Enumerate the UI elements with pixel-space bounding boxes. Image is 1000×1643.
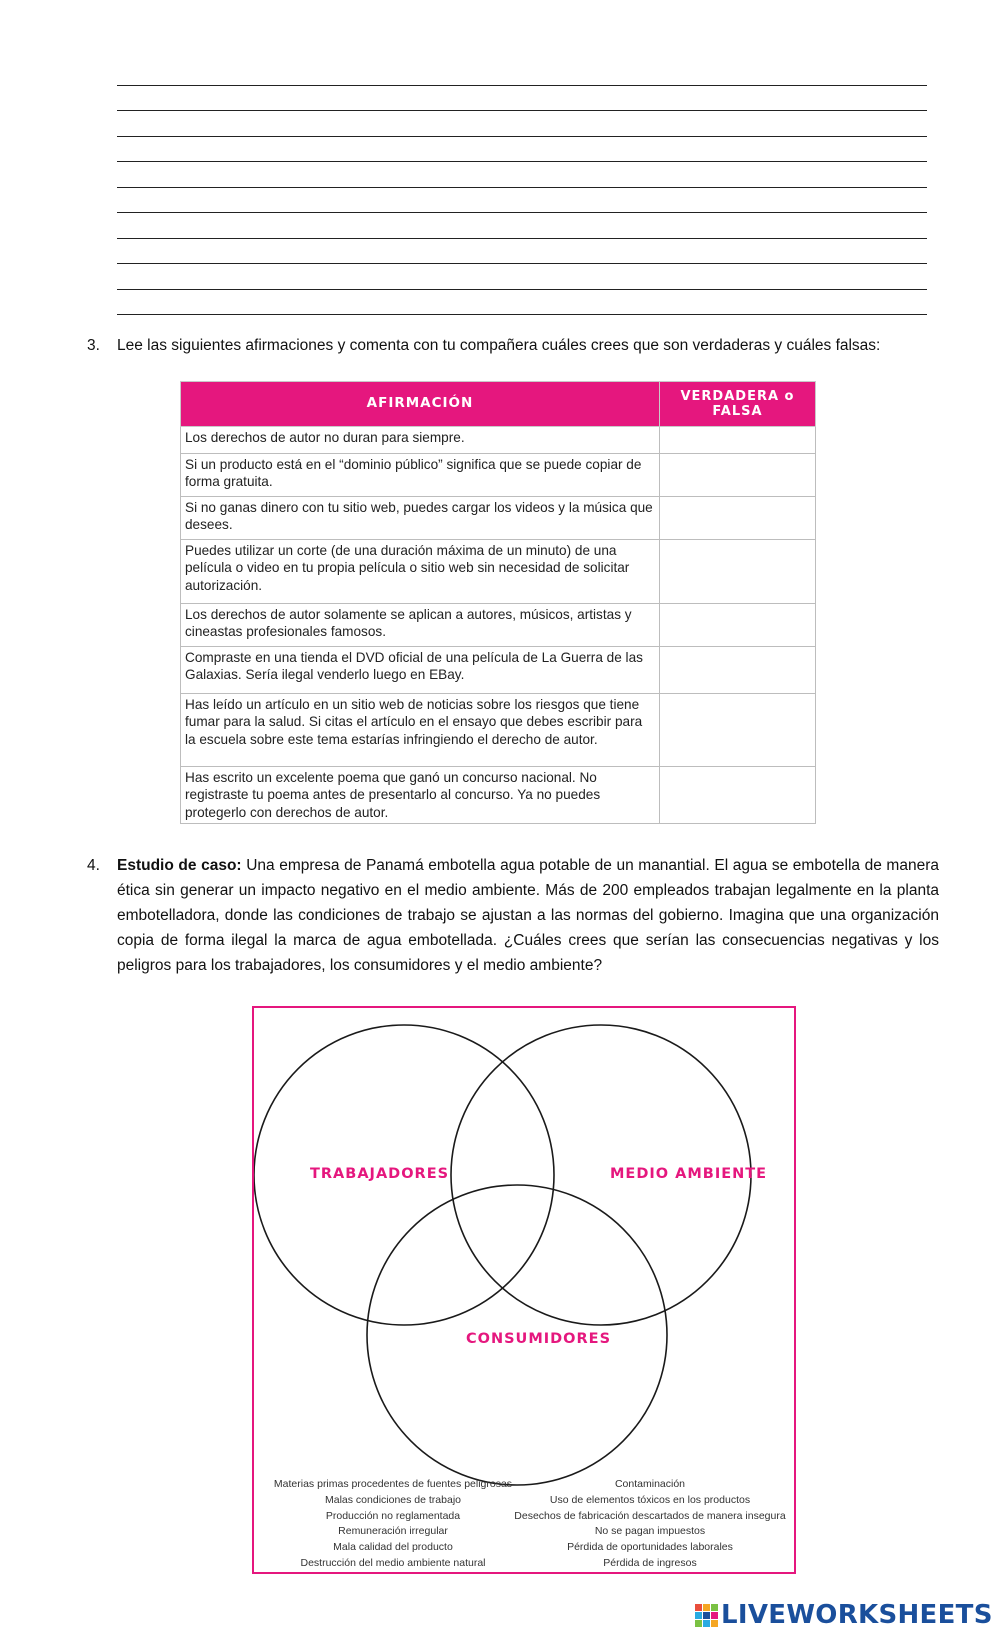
answer-line[interactable] bbox=[117, 111, 927, 137]
question-3 bbox=[87, 333, 939, 358]
option-item[interactable]: Mala calidad del producto bbox=[333, 1541, 453, 1554]
answer-line[interactable] bbox=[117, 86, 927, 112]
label-trabajadores: TRABAJADORES bbox=[310, 1166, 450, 1182]
answer-line[interactable] bbox=[117, 137, 927, 163]
option-item[interactable]: Desechos de fabricación descartados de manera insegura bbox=[514, 1509, 786, 1522]
table-row bbox=[181, 694, 816, 767]
answer-line[interactable] bbox=[117, 213, 927, 239]
option-item[interactable]: Malas condiciones de trabajo bbox=[325, 1493, 461, 1506]
option-item[interactable]: Pérdida de oportunidades laborales bbox=[567, 1541, 733, 1554]
question-text: Lee las siguientes afirmaciones y comenta con tu compañera cuáles crees que son verdaderas y cuáles falsas: bbox=[117, 337, 881, 354]
question-text bbox=[117, 853, 939, 978]
case-study-lead: Estudio de caso: bbox=[117, 857, 242, 874]
logo-text: LIVEWORKSHEETS bbox=[721, 1600, 993, 1630]
case-study-text: Una empresa de Panamá embotella agua potable de un manantial. El agua se embotella de manera ética sin generar un impacto negativo en el medio ambiente. Más de 200 empleados trabajan legalmente en la planta embotelladora, donde las condiciones de trabajo se ajustan a las normas del gobierno. Imagina que una organización copia de forma ilegal la marca de agua embotellada. ¿Cuáles crees que serían las consecuencias negativas y los peligros para los trabajadores, los consumidores y el medio ambiente? bbox=[117, 857, 939, 974]
options-right bbox=[510, 1477, 790, 1572]
option-item[interactable]: Producción no reglamentada bbox=[325, 1509, 461, 1522]
answer-cell[interactable] bbox=[660, 647, 816, 694]
options-left bbox=[268, 1477, 518, 1572]
answer-cell[interactable] bbox=[660, 427, 816, 454]
answer-lines[interactable] bbox=[117, 60, 927, 315]
statements-table bbox=[180, 381, 816, 824]
answer-line[interactable] bbox=[117, 162, 927, 188]
answer-line[interactable] bbox=[117, 60, 927, 86]
option-item[interactable]: No se pagan impuestos bbox=[594, 1525, 706, 1538]
header-true-false: VERDADERA o FALSA bbox=[660, 382, 816, 427]
answer-cell[interactable] bbox=[660, 454, 816, 497]
liveworksheets-logo bbox=[695, 1600, 993, 1630]
statement-cell: Los derechos de autor no duran para siempre. bbox=[181, 427, 660, 454]
option-item[interactable]: Materias primas procedentes de fuentes peligrosas bbox=[273, 1478, 513, 1490]
header-statement: AFIRMACIÓN bbox=[181, 382, 660, 427]
logo-grid-icon bbox=[695, 1604, 718, 1627]
answer-line[interactable] bbox=[117, 188, 927, 214]
label-consumidores: CONSUMIDORES bbox=[466, 1331, 612, 1347]
statement-cell: Compraste en una tienda el DVD oficial de una película de La Guerra de las Galaxias. Sería ilegal venderlo luego en EBay. bbox=[181, 647, 660, 694]
table-row bbox=[181, 427, 816, 454]
statement-cell: Puedes utilizar un corte (de una duración máxima de un minuto) de una película o video en tu propia película o sitio web sin necesidad de solicitar autorización. bbox=[181, 540, 660, 604]
option-item[interactable]: Remuneración irregular bbox=[338, 1525, 448, 1538]
option-item[interactable]: Destrucción del medio ambiente natural bbox=[300, 1556, 486, 1569]
answer-cell[interactable] bbox=[660, 497, 816, 540]
statement-cell: Los derechos de autor solamente se aplican a autores, músicos, artistas y cineastas profesionales famosos. bbox=[181, 604, 660, 647]
statement-cell: Has escrito un excelente poema que ganó un concurso nacional. No registraste tu poema antes de presentarlo al concurso. Ya no puedes protegerlo con derechos de autor. bbox=[181, 767, 660, 824]
question-4 bbox=[87, 853, 939, 978]
table-row bbox=[181, 497, 816, 540]
table-row bbox=[181, 454, 816, 497]
statement-cell: Si un producto está en el “dominio público” significa que se puede copiar de forma gratuita. bbox=[181, 454, 660, 497]
answer-cell[interactable] bbox=[660, 767, 816, 824]
statement-cell: Si no ganas dinero con tu sitio web, puedes cargar los videos y la música que desees. bbox=[181, 497, 660, 540]
answer-cell[interactable] bbox=[660, 540, 816, 604]
answer-cell[interactable] bbox=[660, 694, 816, 767]
option-item[interactable]: Pérdida de ingresos bbox=[603, 1556, 697, 1569]
option-item[interactable]: Contaminación bbox=[614, 1478, 686, 1490]
table-row bbox=[181, 767, 816, 824]
table-row bbox=[181, 647, 816, 694]
answer-line[interactable] bbox=[117, 239, 927, 265]
answer-cell[interactable] bbox=[660, 604, 816, 647]
label-medio-ambiente: MEDIO AMBIENTE bbox=[610, 1166, 768, 1182]
question-number: 4. bbox=[87, 857, 100, 874]
table-row bbox=[181, 604, 816, 647]
answer-line[interactable] bbox=[117, 290, 927, 316]
venn-diagram bbox=[252, 1006, 796, 1574]
statement-cell: Has leído un artículo en un sitio web de noticias sobre los riesgos que tiene fumar para la salud. Si citas el artículo en el ensayo que debes escribir para la escuela sobre este tema estarías infringiendo el derecho de autor. bbox=[181, 694, 660, 767]
question-number: 3. bbox=[87, 337, 100, 354]
answer-line[interactable] bbox=[117, 264, 927, 290]
table-row bbox=[181, 540, 816, 604]
option-item[interactable]: Uso de elementos tóxicos en los productos bbox=[549, 1493, 751, 1506]
